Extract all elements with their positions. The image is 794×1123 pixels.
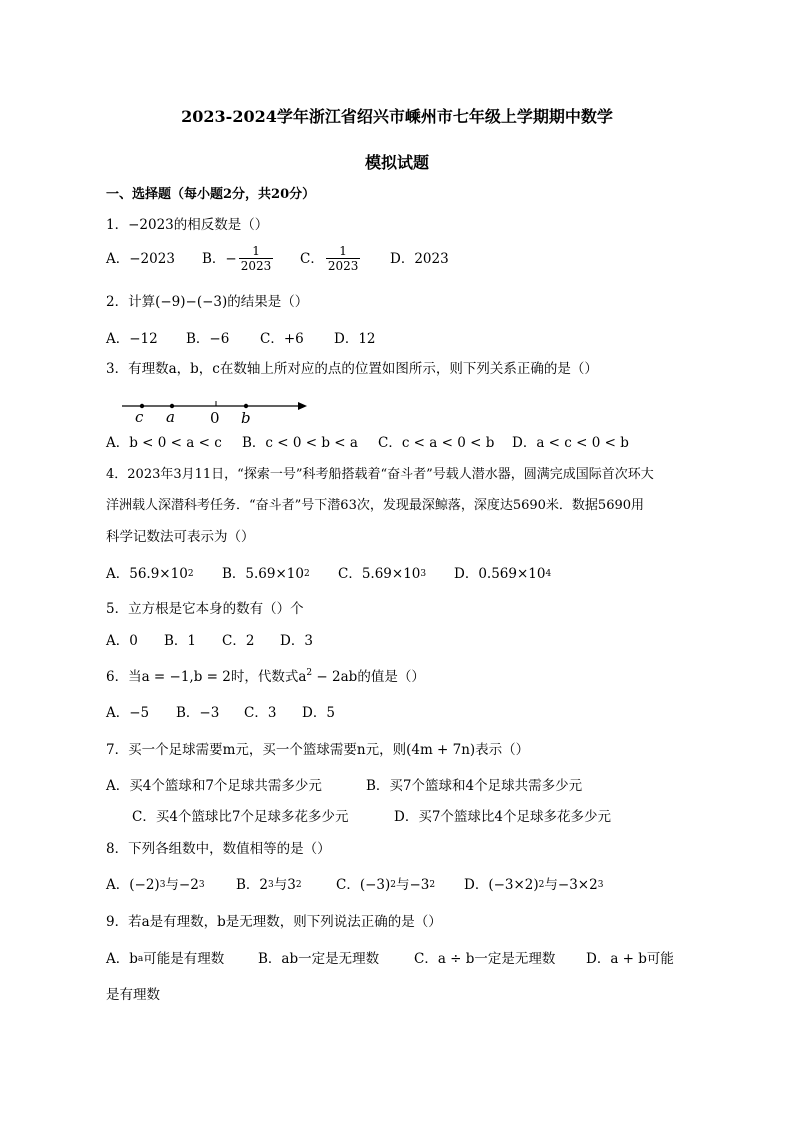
q1-option-c-prefix: C． bbox=[300, 250, 324, 267]
q7-options-row-2 bbox=[132, 808, 611, 826]
q9-option-d: D．a + b可能 bbox=[586, 951, 674, 967]
q6-stem bbox=[106, 668, 425, 686]
q4-line-1: 4．2023年3月11日，“探索一号”科考船搭载着“奋斗者”号载人潜水器，圆满完成国际首次环大 bbox=[106, 467, 654, 482]
q2-option-c: C．+6 bbox=[260, 331, 304, 347]
q8-option-d-part-2: 与−3×2 bbox=[544, 877, 598, 893]
q7-option-a: A．买4个篮球和7个足球共需多少元 bbox=[106, 778, 322, 794]
q4-option-c-base: C．5.69×10 bbox=[338, 566, 421, 582]
point-b-label: b bbox=[241, 409, 251, 426]
q4-option-a-base: A．56.9×10 bbox=[106, 566, 188, 582]
q6-option-a: A．−5 bbox=[106, 705, 150, 721]
q8-option-a: A．(−2) 3 与−2 3 bbox=[106, 877, 205, 893]
q4-option-d-base: D．0.569×10 bbox=[454, 566, 546, 582]
q6-stem-pre: 6．当a = −1,b = 2时，代数式a bbox=[106, 669, 307, 685]
q1-option-b-numerator: 1 bbox=[252, 244, 260, 258]
q5-option-d: D．3 bbox=[280, 633, 313, 649]
q4-option-b: B．5.69×10 2 bbox=[222, 566, 310, 582]
q4-option-d: D．0.569×10 4 bbox=[454, 566, 552, 582]
q8-option-c: C．(−3) 2 与−3 2 bbox=[336, 877, 436, 893]
q1-option-c-fraction bbox=[326, 244, 361, 273]
q6-stem-post: − 2ab的值是（） bbox=[312, 669, 425, 685]
q7-option-c: C．买4个篮球比7个足球多花多少元 bbox=[132, 809, 349, 825]
q4-option-b-base: B．5.69×10 bbox=[222, 566, 304, 582]
q8-option-c-part-1: C．(−3) bbox=[336, 877, 391, 893]
q3-stem: 3．有理数a，b，c在数轴上所对应的点的位置如图所示，则下列关系正确的是（） bbox=[106, 361, 598, 377]
q6-option-c: C．3 bbox=[244, 705, 277, 721]
q1-option-c bbox=[300, 244, 390, 273]
q1-option-d: D．2023 bbox=[390, 250, 449, 267]
q8-option-d-part-1: D．(−3×2) bbox=[464, 877, 539, 893]
q8-option-a-part-2: 与−2 bbox=[165, 877, 199, 893]
q9-options bbox=[106, 950, 674, 968]
q8-options bbox=[106, 876, 603, 894]
q9-option-d-wrap: 是有理数 bbox=[106, 987, 160, 1003]
q5-stem: 5．立方根是它本身的数有（）个 bbox=[106, 601, 304, 617]
q5-option-a: A．0 bbox=[106, 633, 138, 649]
number-line-arrow bbox=[298, 402, 307, 410]
q3-option-d: D．a < c < 0 < b bbox=[512, 435, 629, 451]
q6-options bbox=[106, 704, 335, 722]
q4-line-2: 洋洲载人深潜科考任务．“奋斗者”号下潜63次，发现最深鲸落，深度达5690米．数据5690用 bbox=[106, 498, 645, 513]
q6-stem-exponent: 2 bbox=[306, 668, 313, 678]
q8-option-a-part-1: A．(−2) bbox=[106, 877, 160, 893]
point-c-label: c bbox=[135, 408, 144, 426]
q5-options bbox=[106, 632, 313, 650]
q4-option-c: C．5.69×10 3 bbox=[338, 566, 427, 582]
q7-option-b: B．买7个篮球和4个足球共需多少元 bbox=[366, 778, 583, 794]
q2-option-d: D．12 bbox=[334, 331, 376, 347]
q1-option-b-prefix: B．− bbox=[202, 250, 237, 267]
q2-options bbox=[106, 330, 376, 348]
q3-option-c: C．c < a < 0 < b bbox=[378, 435, 495, 451]
q1-option-a: A．−2023 bbox=[106, 250, 175, 267]
q3-option-b: B．c < 0 < b < a bbox=[242, 435, 358, 451]
q9-option-c: C．a ÷ b一定是无理数 bbox=[414, 951, 556, 967]
q8-stem: 8．下列各组数中，数值相等的是（） bbox=[106, 841, 331, 857]
q8-option-d: D．(−3×2) 2 与−3×2 3 bbox=[464, 877, 604, 893]
q8-option-c-part-2: 与−3 bbox=[396, 877, 430, 893]
q2-option-a: A．−12 bbox=[106, 331, 158, 347]
q1-option-c-denominator: 2023 bbox=[327, 259, 359, 273]
q4-option-a: A．56.9×10 2 bbox=[106, 566, 194, 582]
title-line-2: 模拟试题 bbox=[364, 153, 429, 172]
number-line-figure bbox=[120, 392, 310, 426]
q9-option-b: B．ab一定是无理数 bbox=[258, 951, 380, 967]
q1-option-b-denominator: 2023 bbox=[240, 259, 272, 273]
q9-option-a: A．b a 可能是有理数 bbox=[106, 951, 225, 967]
q3-options bbox=[106, 434, 629, 452]
q1-stem: 1．−2023的相反数是（） bbox=[106, 217, 269, 233]
q7-stem: 7．买一个足球需要m元，买一个篮球需要n元，则(4m + 7n)表示（） bbox=[106, 742, 530, 758]
q2-stem: 2．计算(−9)−(−3)的结果是（） bbox=[106, 294, 309, 310]
q6-option-b: B．−3 bbox=[176, 705, 220, 721]
q1-option-c-numerator: 1 bbox=[339, 244, 347, 258]
title-line-1: 2023-2024学年浙江省绍兴市嵊州市七年级上学期期中数学 bbox=[181, 107, 613, 126]
q8-option-b: B．2 3 与3 2 bbox=[236, 877, 302, 893]
q1-option-b bbox=[202, 244, 300, 273]
q5-option-c: C．2 bbox=[222, 633, 255, 649]
q9-option-a-part-1: A．b bbox=[106, 951, 138, 967]
q9-option-a-part-2: 可能是有理数 bbox=[143, 951, 225, 967]
q4-options bbox=[106, 565, 551, 583]
q7-options-row-1 bbox=[106, 777, 582, 795]
q1-options bbox=[106, 244, 449, 273]
section-heading: 一、选择题（每小题2分，共20分） bbox=[106, 187, 316, 202]
q2-option-b: B．−6 bbox=[186, 331, 230, 347]
zero-label: 0 bbox=[210, 409, 220, 426]
point-b-dot bbox=[244, 404, 248, 408]
q7-option-d: D．买7个篮球比4个足球多花多少元 bbox=[394, 809, 612, 825]
q6-option-d: D．5 bbox=[302, 705, 335, 721]
q8-option-b-part-1: B．2 bbox=[236, 877, 269, 893]
point-a-label: a bbox=[166, 408, 175, 426]
q1-option-b-fraction bbox=[239, 244, 274, 273]
q5-option-b: B．1 bbox=[164, 633, 197, 649]
q9-stem: 9．若a是有理数，b是无理数，则下列说法正确的是（） bbox=[106, 914, 442, 930]
q4-line-3: 科学记数法可表示为（） bbox=[106, 529, 255, 545]
q3-option-a: A．b < 0 < a < c bbox=[106, 435, 222, 451]
q8-option-b-part-2: 与3 bbox=[273, 877, 296, 893]
